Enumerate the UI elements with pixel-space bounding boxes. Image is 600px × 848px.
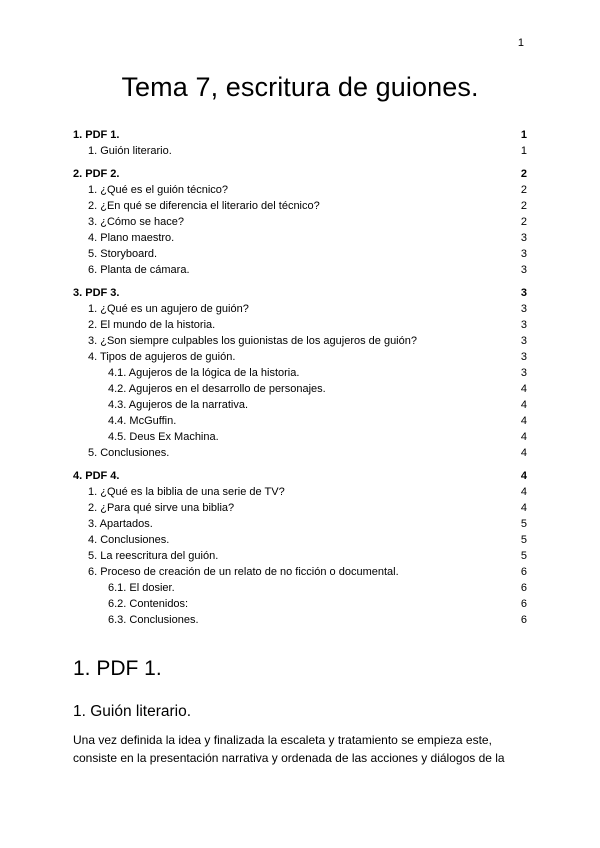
toc-entry-title: 1. PDF 1. (73, 129, 120, 141)
toc-entry[interactable] (73, 166, 527, 182)
toc-entry-title: 2. ¿Para qué sirve una biblia? (88, 502, 235, 514)
page-number: 1 (517, 37, 524, 49)
body-line: consiste en la presentación narrativa y ordenada de las acciones y diálogos de la (73, 751, 505, 765)
toc-entry-title: 4.5. Deus Ex Machina. (108, 431, 219, 443)
toc-entry-page: 4 (520, 431, 527, 443)
toc-entry-title: 6. Proceso de creación de un relato de no ficción o documental. (88, 566, 399, 578)
body-paragraph (73, 731, 533, 767)
toc-entry-page: 3 (520, 248, 527, 260)
toc-entry[interactable] (73, 317, 527, 333)
toc-entry-page: 5 (520, 550, 527, 562)
toc-entry[interactable] (73, 301, 527, 317)
toc-entry-page: 3 (520, 303, 527, 315)
section-heading: 1. PDF 1. (73, 657, 162, 680)
toc-entry-title: 4.1. Agujeros de la lógica de la historia. (108, 367, 300, 379)
toc-entry[interactable] (73, 198, 527, 214)
toc-entry[interactable] (73, 246, 527, 262)
toc-entry-page: 6 (520, 566, 527, 578)
toc-entry[interactable] (73, 500, 527, 516)
toc-entry-title: 6.3. Conclusiones. (108, 614, 199, 626)
toc-entry[interactable] (73, 285, 527, 301)
toc-entry-title: 5. Storyboard. (88, 248, 158, 260)
toc-entry-page: 4 (520, 502, 527, 514)
toc-entry[interactable] (73, 230, 527, 246)
toc-entry-page: 4 (520, 415, 527, 427)
toc-entry-page: 5 (520, 518, 527, 530)
toc-entry-title: 2. PDF 2. (73, 168, 120, 180)
toc-entry-page: 4 (520, 399, 527, 411)
toc-entry-title: 3. PDF 3. (73, 287, 120, 299)
toc-entry-page: 3 (520, 335, 527, 347)
toc-entry[interactable] (73, 484, 527, 500)
toc-entry-page: 3 (520, 319, 527, 331)
toc-entry[interactable] (73, 214, 527, 230)
toc-entry[interactable] (73, 381, 527, 397)
toc-entry-page: 3 (520, 264, 527, 276)
toc-entry-page: 3 (520, 351, 527, 363)
toc-entry-page: 2 (520, 216, 527, 228)
toc-entry[interactable] (73, 596, 527, 612)
toc-entry[interactable] (73, 143, 527, 159)
toc-section (73, 166, 527, 278)
toc-entry[interactable] (73, 612, 527, 628)
toc-entry-page: 4 (520, 383, 527, 395)
toc-entry-title: 3. ¿Cómo se hace? (88, 216, 184, 228)
toc-entry-page: 4 (520, 470, 527, 482)
toc-entry-title: 6. Planta de cámara. (88, 264, 190, 276)
subsection-heading: 1. Guión literario. (73, 703, 192, 720)
toc-entry-page: 4 (520, 486, 527, 498)
toc-entry-title: 6.1. El dosier. (108, 582, 175, 594)
toc-entry[interactable] (73, 468, 527, 484)
toc-entry[interactable] (73, 333, 527, 349)
toc-entry-title: 2. ¿En qué se diferencia el literario del técnico? (88, 200, 320, 212)
toc-entry-title: 2. El mundo de la historia. (88, 319, 216, 331)
toc-entry-title: 1. Guión literario. (88, 145, 172, 157)
toc-entry[interactable] (73, 397, 527, 413)
toc-entry-page: 5 (520, 534, 527, 546)
toc-section (73, 468, 527, 628)
toc-entry[interactable] (73, 429, 527, 445)
toc-entry[interactable] (73, 127, 527, 143)
toc-entry-page: 4 (520, 447, 527, 459)
toc-entry-page: 6 (520, 582, 527, 594)
toc-entry[interactable] (73, 532, 527, 548)
toc-entry-page: 2 (520, 184, 527, 196)
toc-entry-page: 3 (520, 287, 527, 299)
toc-entry-title: 4.4. McGuffin. (108, 415, 177, 427)
toc-entry[interactable] (73, 365, 527, 381)
toc-entry-title: 5. Conclusiones. (88, 447, 170, 459)
toc-entry-title: 4. Tipos de agujeros de guión. (88, 351, 236, 363)
document-title: Tema 7, escritura de guiones. (121, 72, 479, 102)
toc-entry[interactable] (73, 516, 527, 532)
body-line: Una vez definida la idea y finalizada la escaleta y tratamiento se empieza este, (73, 733, 492, 747)
toc-entry-page: 2 (520, 168, 527, 180)
toc-entry-page: 6 (520, 614, 527, 626)
toc-entry[interactable] (73, 413, 527, 429)
toc-entry-title: 4. Plano maestro. (88, 232, 175, 244)
toc-entry-title: 5. La reescritura del guión. (88, 550, 219, 562)
toc-entry[interactable] (73, 349, 527, 365)
toc-entry-title: 4.3. Agujeros de la narrativa. (108, 399, 249, 411)
toc-entry-page: 3 (520, 232, 527, 244)
toc-entry-page: 3 (520, 367, 527, 379)
toc-entry-page: 6 (520, 598, 527, 610)
toc-entry-title: 3. ¿Son siempre culpables los guionistas de los agujeros de guión? (88, 335, 417, 347)
toc-entry[interactable] (73, 564, 527, 580)
toc-entry-title: 4.2. Agujeros en el desarrollo de personajes. (108, 383, 326, 395)
toc-entry-title: 4. PDF 4. (73, 470, 120, 482)
toc-entry-page: 1 (520, 129, 527, 141)
toc-entry[interactable] (73, 580, 527, 596)
toc-section (73, 127, 527, 159)
toc-entry[interactable] (73, 548, 527, 564)
toc-entry-title: 1. ¿Qué es el guión técnico? (88, 184, 229, 196)
table-of-contents (73, 127, 527, 635)
toc-entry[interactable] (73, 182, 527, 198)
toc-entry[interactable] (73, 445, 527, 461)
toc-entry-page: 1 (520, 145, 527, 157)
toc-entry-title: 1. ¿Qué es un agujero de guión? (88, 303, 249, 315)
toc-entry-title: 6.2. Contenidos: (108, 598, 189, 610)
toc-entry-page: 2 (520, 200, 527, 212)
toc-entry-title: 1. ¿Qué es la biblia de una serie de TV? (88, 486, 285, 498)
toc-entry-title: 3. Apartados. (88, 518, 153, 530)
toc-section (73, 285, 527, 461)
toc-entry-title: 4. Conclusiones. (88, 534, 170, 546)
toc-entry[interactable] (73, 262, 527, 278)
